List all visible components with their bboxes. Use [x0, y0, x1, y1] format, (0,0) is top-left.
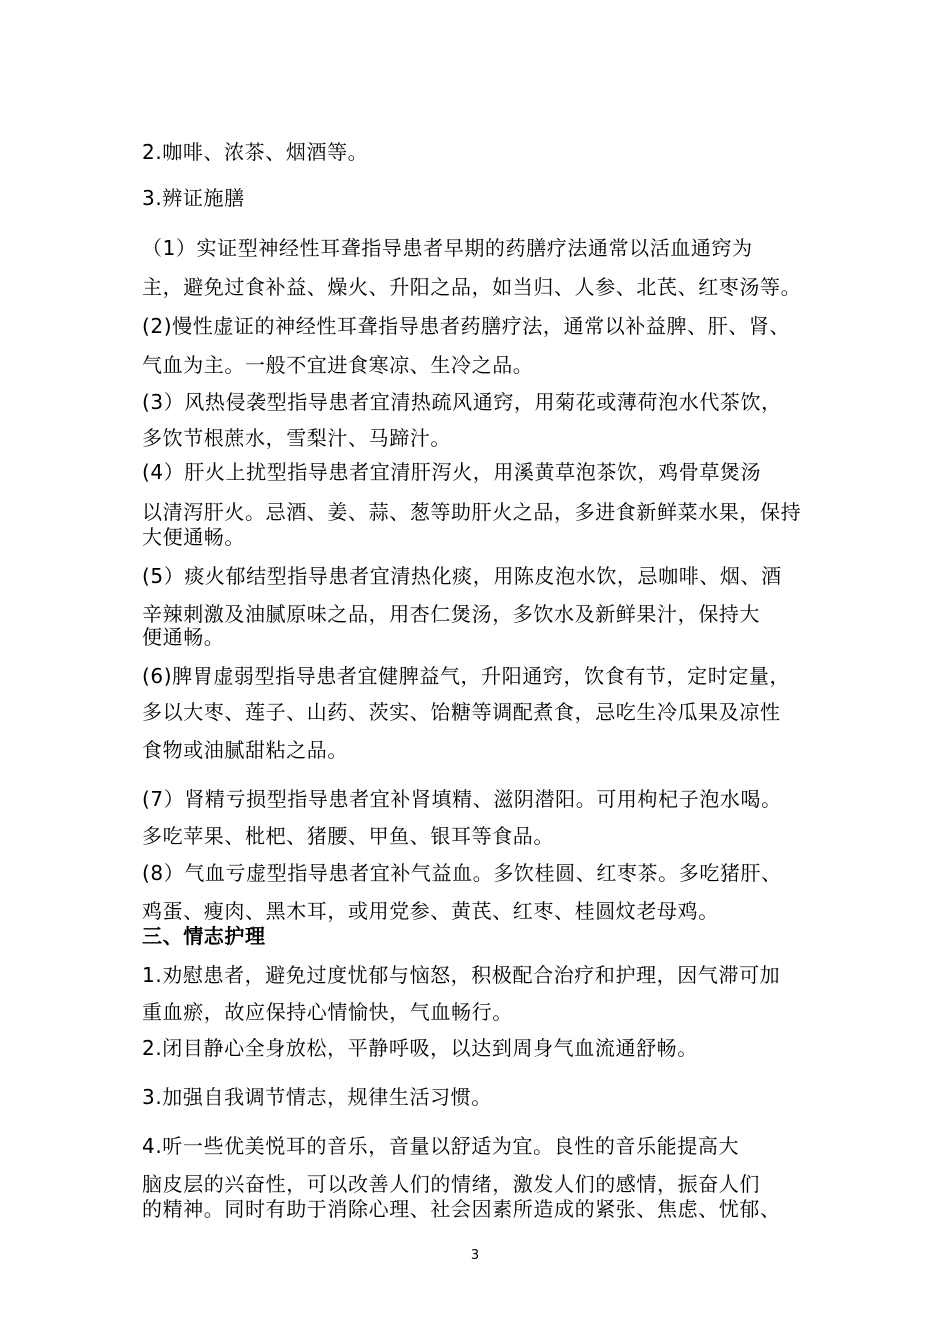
line-6b: 多以大枣、莲子、山药、茨实、饴糖等调配煮食，忌吃生冷瓜果及凉性: [142, 700, 781, 724]
line-7a: (7）肾精亏损型指导患者宜补肾填精、滋阴潜阳。可用枸杞子泡水喝。: [142, 787, 782, 811]
line-8a: (8）气血亏虚型指导患者宜补气益血。多饮桂圆、红枣茶。多吃猪肝、: [142, 861, 782, 885]
line-7b: 多吃苹果、枇杷、猪腰、甲鱼、银耳等食品。: [142, 824, 554, 848]
line-3a: (3）风热侵袭型指导患者宜清热疏风通窍，用菊花或薄荷泡水代茶饮，: [142, 390, 782, 414]
line-5b: 辛辣刺激及油腻原味之品，用杏仁煲汤，多饮水及新鲜果汁，保持大: [142, 602, 760, 626]
line-1b: 主，避免过食补益、燥火、升阳之品，如当归、人参、北芪、红枣汤等。: [142, 275, 802, 299]
line-e3: 3.加强自我调节情志，规律生活习惯。: [142, 1085, 492, 1109]
line-4c: 大便通畅。: [142, 525, 245, 549]
page-number: 3: [470, 1248, 480, 1263]
line-e1a: 1.劝慰患者，避免过度忧郁与恼怒，积极配合治疗和护理，因气滞可加: [142, 963, 781, 987]
line-e1b: 重血瘀，故应保持心情愉快，气血畅行。: [142, 1000, 513, 1024]
line-8b: 鸡蛋、瘦肉、黑木耳，或用党参、黄芪、红枣、桂圆炆老母鸡。: [142, 899, 719, 923]
section-heading-emotional-care: 三、情志护理: [142, 924, 266, 948]
line-coffee: 2.咖啡、浓茶、烟酒等。: [142, 140, 369, 164]
line-3b: 多饮节根蔗水，雪梨汁、马蹄汁。: [142, 426, 451, 450]
line-e2: 2.闭目静心全身放松，平静呼吸，以达到周身气血流通舒畅。: [142, 1036, 698, 1060]
line-e4a: 4.听一些优美悦耳的音乐，音量以舒适为宜。良性的音乐能提高大: [142, 1134, 740, 1158]
line-diet-heading: 3.辨证施膳: [142, 186, 245, 210]
line-e4c: 的精神。同时有助于消除心理、社会因素所造成的紧张、焦虑、忧郁、: [142, 1197, 781, 1221]
line-6a: (6)脾胃虚弱型指导患者宜健脾益气，升阳通窍，饮食有节，定时定量，: [142, 664, 791, 688]
line-2a: (2)慢性虚证的神经性耳聋指导患者药膳疗法，通常以补益脾、肝、肾、: [142, 314, 791, 338]
line-5c: 便通畅。: [142, 625, 225, 649]
line-1a: （1）实证型神经性耳聋指导患者早期的药膳疗法通常以活血通窍为: [142, 236, 753, 260]
line-4b: 以清泻肝火。忌酒、姜、蒜、葱等助肝火之品，多进食新鲜菜水果，保持: [142, 500, 802, 524]
line-4a: (4）肝火上扰型指导患者宜清肝泻火，用溪黄草泡茶饮，鸡骨草煲汤: [142, 460, 762, 484]
line-6c: 食物或油腻甜粘之品。: [142, 738, 348, 762]
line-e4b: 脑皮层的兴奋性，可以改善人们的情绪，激发人们的感情，振奋人们: [142, 1172, 760, 1196]
line-5a: (5）痰火郁结型指导患者宜清热化痰，用陈皮泡水饮，忌咖啡、烟、酒: [142, 564, 782, 588]
line-2b: 气血为主。一般不宜进食寒凉、生冷之品。: [142, 353, 534, 377]
